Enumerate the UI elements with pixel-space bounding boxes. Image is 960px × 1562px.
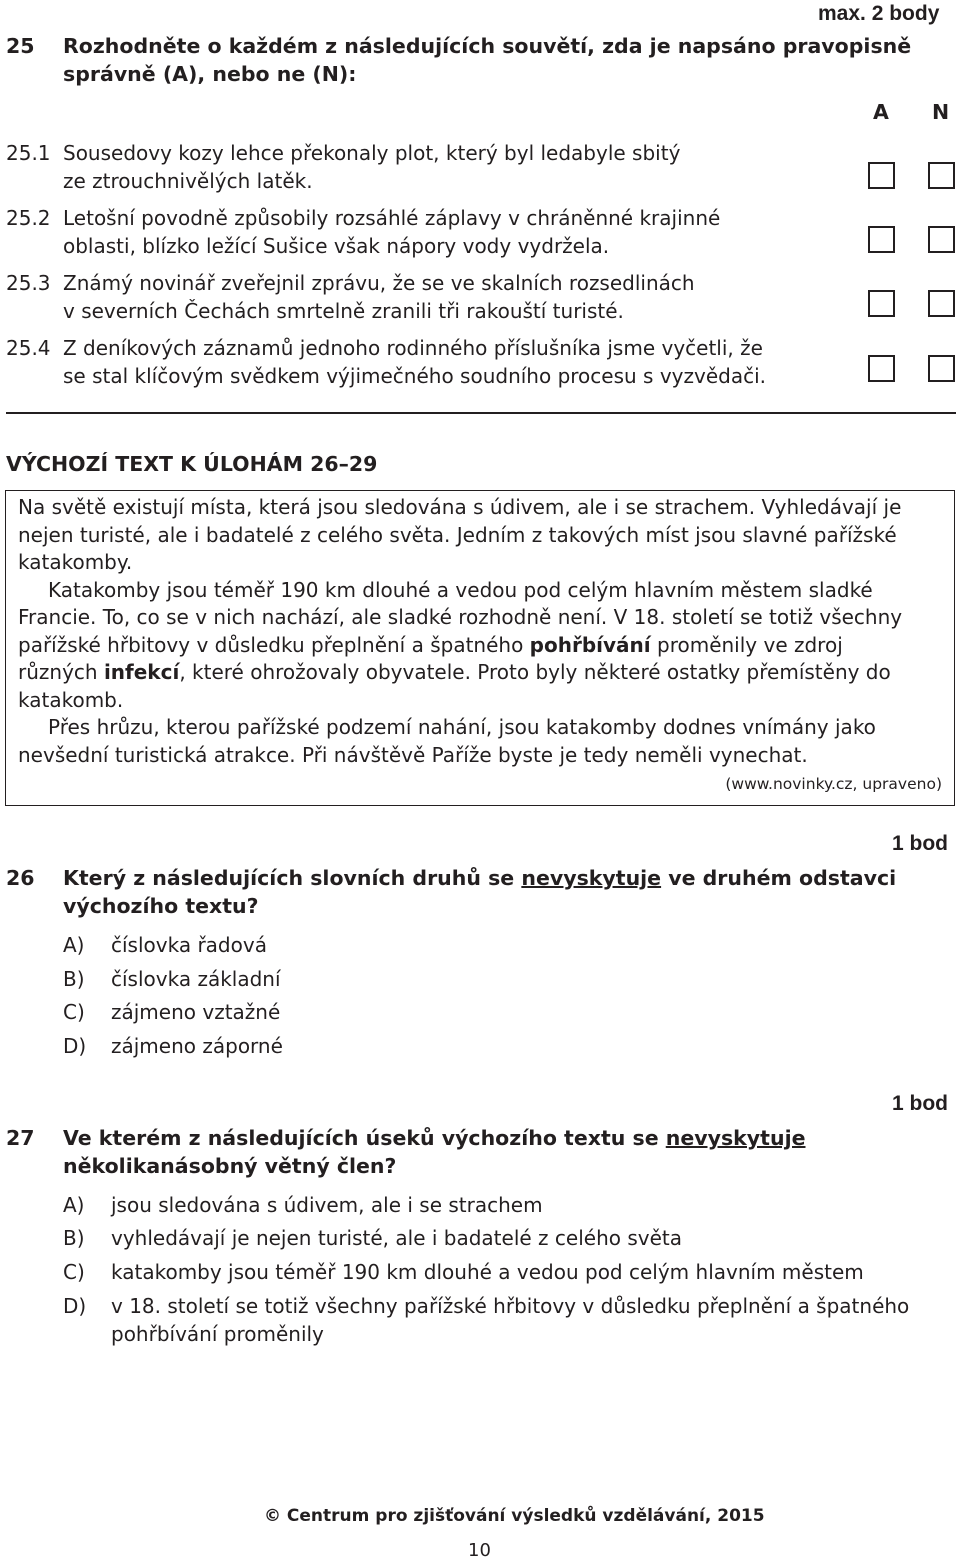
q26-option-b-letter[interactable]: B)	[63, 967, 85, 991]
source-p1-line1: Na světě existují místa, která jsou sledována s údivem, ale i se strachem. Vyhledávají je	[18, 495, 902, 519]
source-p1-line2: nejen turisté, ale i badatelé z celého světa. Jedním z takových míst jsou slavné pařížské	[18, 522, 897, 547]
q27-option-a-text: jsou sledována s údivem, ale i se strachem	[111, 1193, 543, 1217]
source-p2-line4-start: různých	[18, 660, 104, 684]
source-p2-line2: Francie. To, co se v nich nachází, ale sladké rozhodně není. V 18. století se totiž všechny	[18, 605, 903, 629]
checkbox-25-3-n[interactable]	[928, 290, 955, 317]
q26-points-label: 1 bod	[892, 832, 948, 855]
item-number-25-2: 25.2	[6, 206, 51, 230]
max-points-label: max. 2 body	[818, 2, 940, 25]
question-27-title-line1	[63, 1124, 806, 1152]
item-25-2-line2: oblasti, blízko ležící Sušice však nápory vody vydržela.	[63, 234, 610, 258]
question-number-25: 25	[6, 34, 35, 58]
source-p2-line4	[18, 659, 948, 687]
question-26-title-line2: výchozího textu?	[63, 894, 259, 918]
page-number: 10	[468, 1540, 491, 1561]
source-p2-line3	[18, 632, 948, 660]
question-27-title-line2: několikanásobný větný člen?	[63, 1154, 397, 1178]
q27-option-d-text-line2: pohřbívání proměnily	[111, 1322, 324, 1346]
q27-option-d-text-line1: v 18. století se totiž všechny pařížské hřbitovy v důsledku přeplnění a špatného	[111, 1294, 910, 1318]
source-p2-line4-end: , které ohrožovaly obyvatele. Proto byly některé ostatky přemístěny do	[179, 660, 891, 684]
source-p2-line5: katakomb.	[18, 687, 124, 712]
checkbox-25-2-a[interactable]	[868, 226, 895, 253]
question-25-title-line1: Rozhodněte o každém z následujících souvětí, zda je napsáno pravopisně	[63, 34, 912, 58]
checkbox-25-1-a[interactable]	[868, 162, 895, 189]
q27-option-d-letter[interactable]: D)	[63, 1294, 87, 1318]
q26-option-c-text: zájmeno vztažné	[111, 1000, 281, 1024]
source-p2-line3-start: pařížské hřbitovy v důsledku přeplnění a špatného	[18, 632, 530, 657]
q26-option-a-text: číslovka řadová	[111, 933, 267, 957]
q26-option-b-text: číslovka základní	[111, 967, 281, 991]
source-p3-line1: Přes hrůzu, kterou pařížské podzemí nahání, jsou katakomby dodnes vnímány jako	[48, 715, 876, 739]
checkbox-25-4-a[interactable]	[868, 355, 895, 382]
q27-option-b-text: vyhledávají je nejen turisté, ale i badatelé z celého světa	[111, 1226, 682, 1250]
bold-word-infekci: infekcí	[103, 660, 180, 684]
bold-word-pohrbivani: pohřbívání	[529, 632, 651, 657]
column-a-label: A	[873, 100, 889, 124]
q26-option-c-letter[interactable]: C)	[63, 1000, 85, 1024]
item-25-3-line1: Známý novinář zveřejnil zprávu, že se ve skalních rozsedlinách	[63, 271, 695, 295]
source-p1-line3: katakomby.	[18, 550, 133, 574]
q27-title-underlined: nevyskytuje	[665, 1126, 806, 1150]
source-p2-line1: Katakomby jsou téměř 190 km dlouhé a vedou pod celým hlavním městem sladké	[48, 577, 873, 602]
source-p3-line2: nevšední turistická atrakce. Při návštěvě Paříže byste je tedy neměli vynechat.	[18, 742, 808, 767]
question-number-26: 26	[6, 866, 35, 890]
q26-title-underlined: nevyskytuje	[521, 866, 662, 890]
column-n-label: N	[932, 100, 950, 124]
item-25-4-line2: se stal klíčovým svědkem výjimečného soudního procesu s vyzvědači.	[63, 364, 766, 388]
item-number-25-3: 25.3	[6, 271, 51, 295]
source-text-heading: VÝCHOZÍ TEXT K ÚLOHÁM 26–29	[6, 452, 378, 476]
item-25-1-line1: Sousedovy kozy lehce překonaly plot, který byl ledabyle sbitý	[63, 141, 681, 165]
question-number-27: 27	[6, 1126, 35, 1150]
q27-title-start: Ve kterém z následujících úseků výchozího textu se	[63, 1126, 666, 1150]
checkbox-25-3-a[interactable]	[868, 290, 895, 317]
item-25-1-line2: ze ztrouchnivělých latěk.	[63, 169, 313, 193]
section-divider	[6, 412, 956, 414]
item-25-4-line1: Z deníkových záznamů jednoho rodinného příslušníka jsme vyčetli, že	[63, 336, 763, 360]
checkbox-25-4-n[interactable]	[928, 355, 955, 382]
q26-title-end: ve druhém odstavci	[661, 866, 897, 890]
q27-option-a-letter[interactable]: A)	[63, 1193, 85, 1217]
footer-copyright: © Centrum pro zjišťování výsledků vzdělávání, 2015	[264, 1506, 765, 1526]
q26-option-a-letter[interactable]: A)	[63, 933, 85, 957]
item-25-3-line2: v severních Čechách smrtelně zranili tři rakouští turisté.	[63, 299, 624, 323]
q27-points-label: 1 bod	[892, 1092, 948, 1115]
source-text-box	[5, 490, 955, 806]
question-25-title-line2: správně (A), nebo ne (N):	[63, 62, 357, 86]
source-citation: (www.novinky.cz, upraveno)	[725, 775, 942, 793]
item-number-25-1: 25.1	[6, 141, 51, 165]
checkbox-25-1-n[interactable]	[928, 162, 955, 189]
item-25-2-line1: Letošní povodně způsobily rozsáhlé záplavy v chráněnné krajinné	[63, 206, 721, 230]
q26-title-start: Který z následujících slovních druhů se	[63, 866, 522, 890]
source-p2-line3-end: proměnily ve zdroj	[650, 632, 843, 657]
checkbox-25-2-n[interactable]	[928, 226, 955, 253]
q26-option-d-text: zájmeno záporné	[111, 1034, 283, 1058]
q27-option-c-letter[interactable]: C)	[63, 1260, 85, 1284]
item-number-25-4: 25.4	[6, 336, 51, 360]
q26-option-d-letter[interactable]: D)	[63, 1034, 87, 1058]
question-26-title-line1	[63, 864, 896, 892]
q27-option-b-letter[interactable]: B)	[63, 1226, 85, 1250]
q27-option-c-text: katakomby jsou téměř 190 km dlouhé a vedou pod celým hlavním městem	[111, 1260, 864, 1284]
